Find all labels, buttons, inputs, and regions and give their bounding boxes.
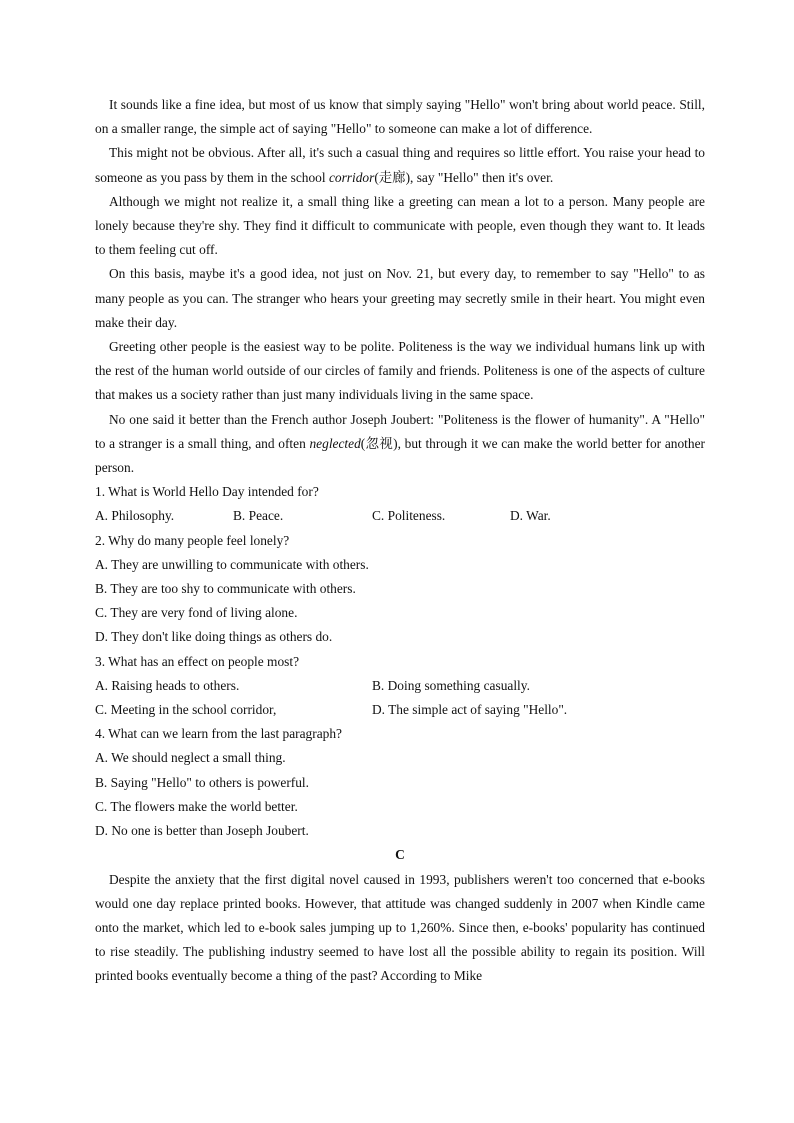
section-c-title: C (395, 847, 405, 863)
section-c-paragraph-1: Despite the anxiety that the first digital novel caused in 1993, publishers weren't too concerned that e-books would one day replace printed books. However, that attitude was changed suddenly in 2007 when Kindle came onto the market, which led to e-book sales jumping up to 1,260%. Since then, e-books' popularity has continued to rise steadily. The publishing industry seemed to have lost all the possible ability to regain its position. Will printed books eventually become a thing of the past? According to Mike (95, 871, 705, 984)
q3-option-b: B. Doing something casually. (372, 677, 530, 693)
paragraph-6-text-a: No one said it better than the French author Joseph Joubert: "Politeness is the flower of humanity". A "Hello" to a stranger is a small thing, and often (95, 411, 705, 451)
question-2: 2. Why do many people feel lonely? (95, 532, 290, 548)
q1-option-d: D. War. (510, 508, 551, 524)
q4-option-b: B. Saying "Hello" to others is powerful. (95, 774, 310, 790)
paragraph-2 (95, 141, 705, 189)
paragraph-6 (95, 408, 705, 481)
paragraph-2-text-b: (走廊), say "Hello" then it's over. (374, 169, 554, 185)
document-page (95, 93, 705, 989)
paragraph-6-text-b: (忽视), but through it we can make the world better for another person. (95, 435, 705, 476)
paragraph-5: Greeting other people is the easiest way to be polite. Politeness is the way we individual humans link up with the rest of the human world outside of our circles of family and friends. Politeness is one of the aspects of culture that makes us a society rather than just many individuals living in the same space. (95, 339, 705, 403)
q3-option-a: A. Raising heads to others. (95, 677, 240, 693)
question-4: 4. What can we learn from the last paragraph? (95, 726, 342, 742)
q2-option-a: A. They are unwilling to communicate with others. (95, 556, 369, 572)
paragraph-2-italic: corridor (328, 169, 375, 185)
q3-option-c: C. Meeting in the school corridor, (95, 702, 277, 718)
q4-option-d: D. No one is better than Joseph Joubert. (95, 823, 309, 839)
q1-option-c: C. Politeness. (372, 508, 446, 524)
question-1-options (95, 504, 705, 528)
paragraph-6-italic: neglected (309, 435, 361, 451)
paragraph-3: Although we might not realize it, a small thing like a greeting can mean a lot to a person. Many people are lonely because they're shy. They find it difficult to communicate with people, even though they want to. It leads to them feeling cut off. (95, 193, 705, 258)
paragraph-2-text-a: This might not be obvious. After all, it's such a casual thing and requires so little effort. You raise your head to someone as you pass by them in the school (95, 145, 705, 185)
question-3: 3. What has an effect on people most? (95, 653, 300, 669)
q1-option-a: A. Philosophy. (95, 508, 175, 524)
q2-option-b: B. They are too shy to communicate with others. (95, 581, 356, 597)
q2-option-c: C. They are very fond of living alone. (95, 605, 298, 621)
q2-option-d: D. They don't like doing things as others do. (95, 629, 333, 645)
question-1: 1. What is World Hello Day intended for? (95, 484, 319, 500)
paragraph-4: On this basis, maybe it's a good idea, not just on Nov. 21, but every day, to remember to say "Hello" to as many people as you can. The stranger who hears your greeting may secretly smile in their heart. You might even make their day. (95, 266, 705, 330)
paragraph-1: It sounds like a fine idea, but most of us know that simply saying "Hello" won't bring about world peace. Still, on a smaller range, the simple act of saying "Hello" to someone can make a lot of difference. (95, 97, 705, 137)
q1-option-b: B. Peace. (233, 508, 284, 524)
q4-option-c: C. The flowers make the world better. (95, 798, 298, 814)
question-3-options-row-2 (95, 698, 705, 722)
q4-option-a: A. We should neglect a small thing. (95, 750, 286, 766)
question-3-options-row-1 (95, 674, 705, 698)
q3-option-d: D. The simple act of saying "Hello". (372, 702, 568, 718)
